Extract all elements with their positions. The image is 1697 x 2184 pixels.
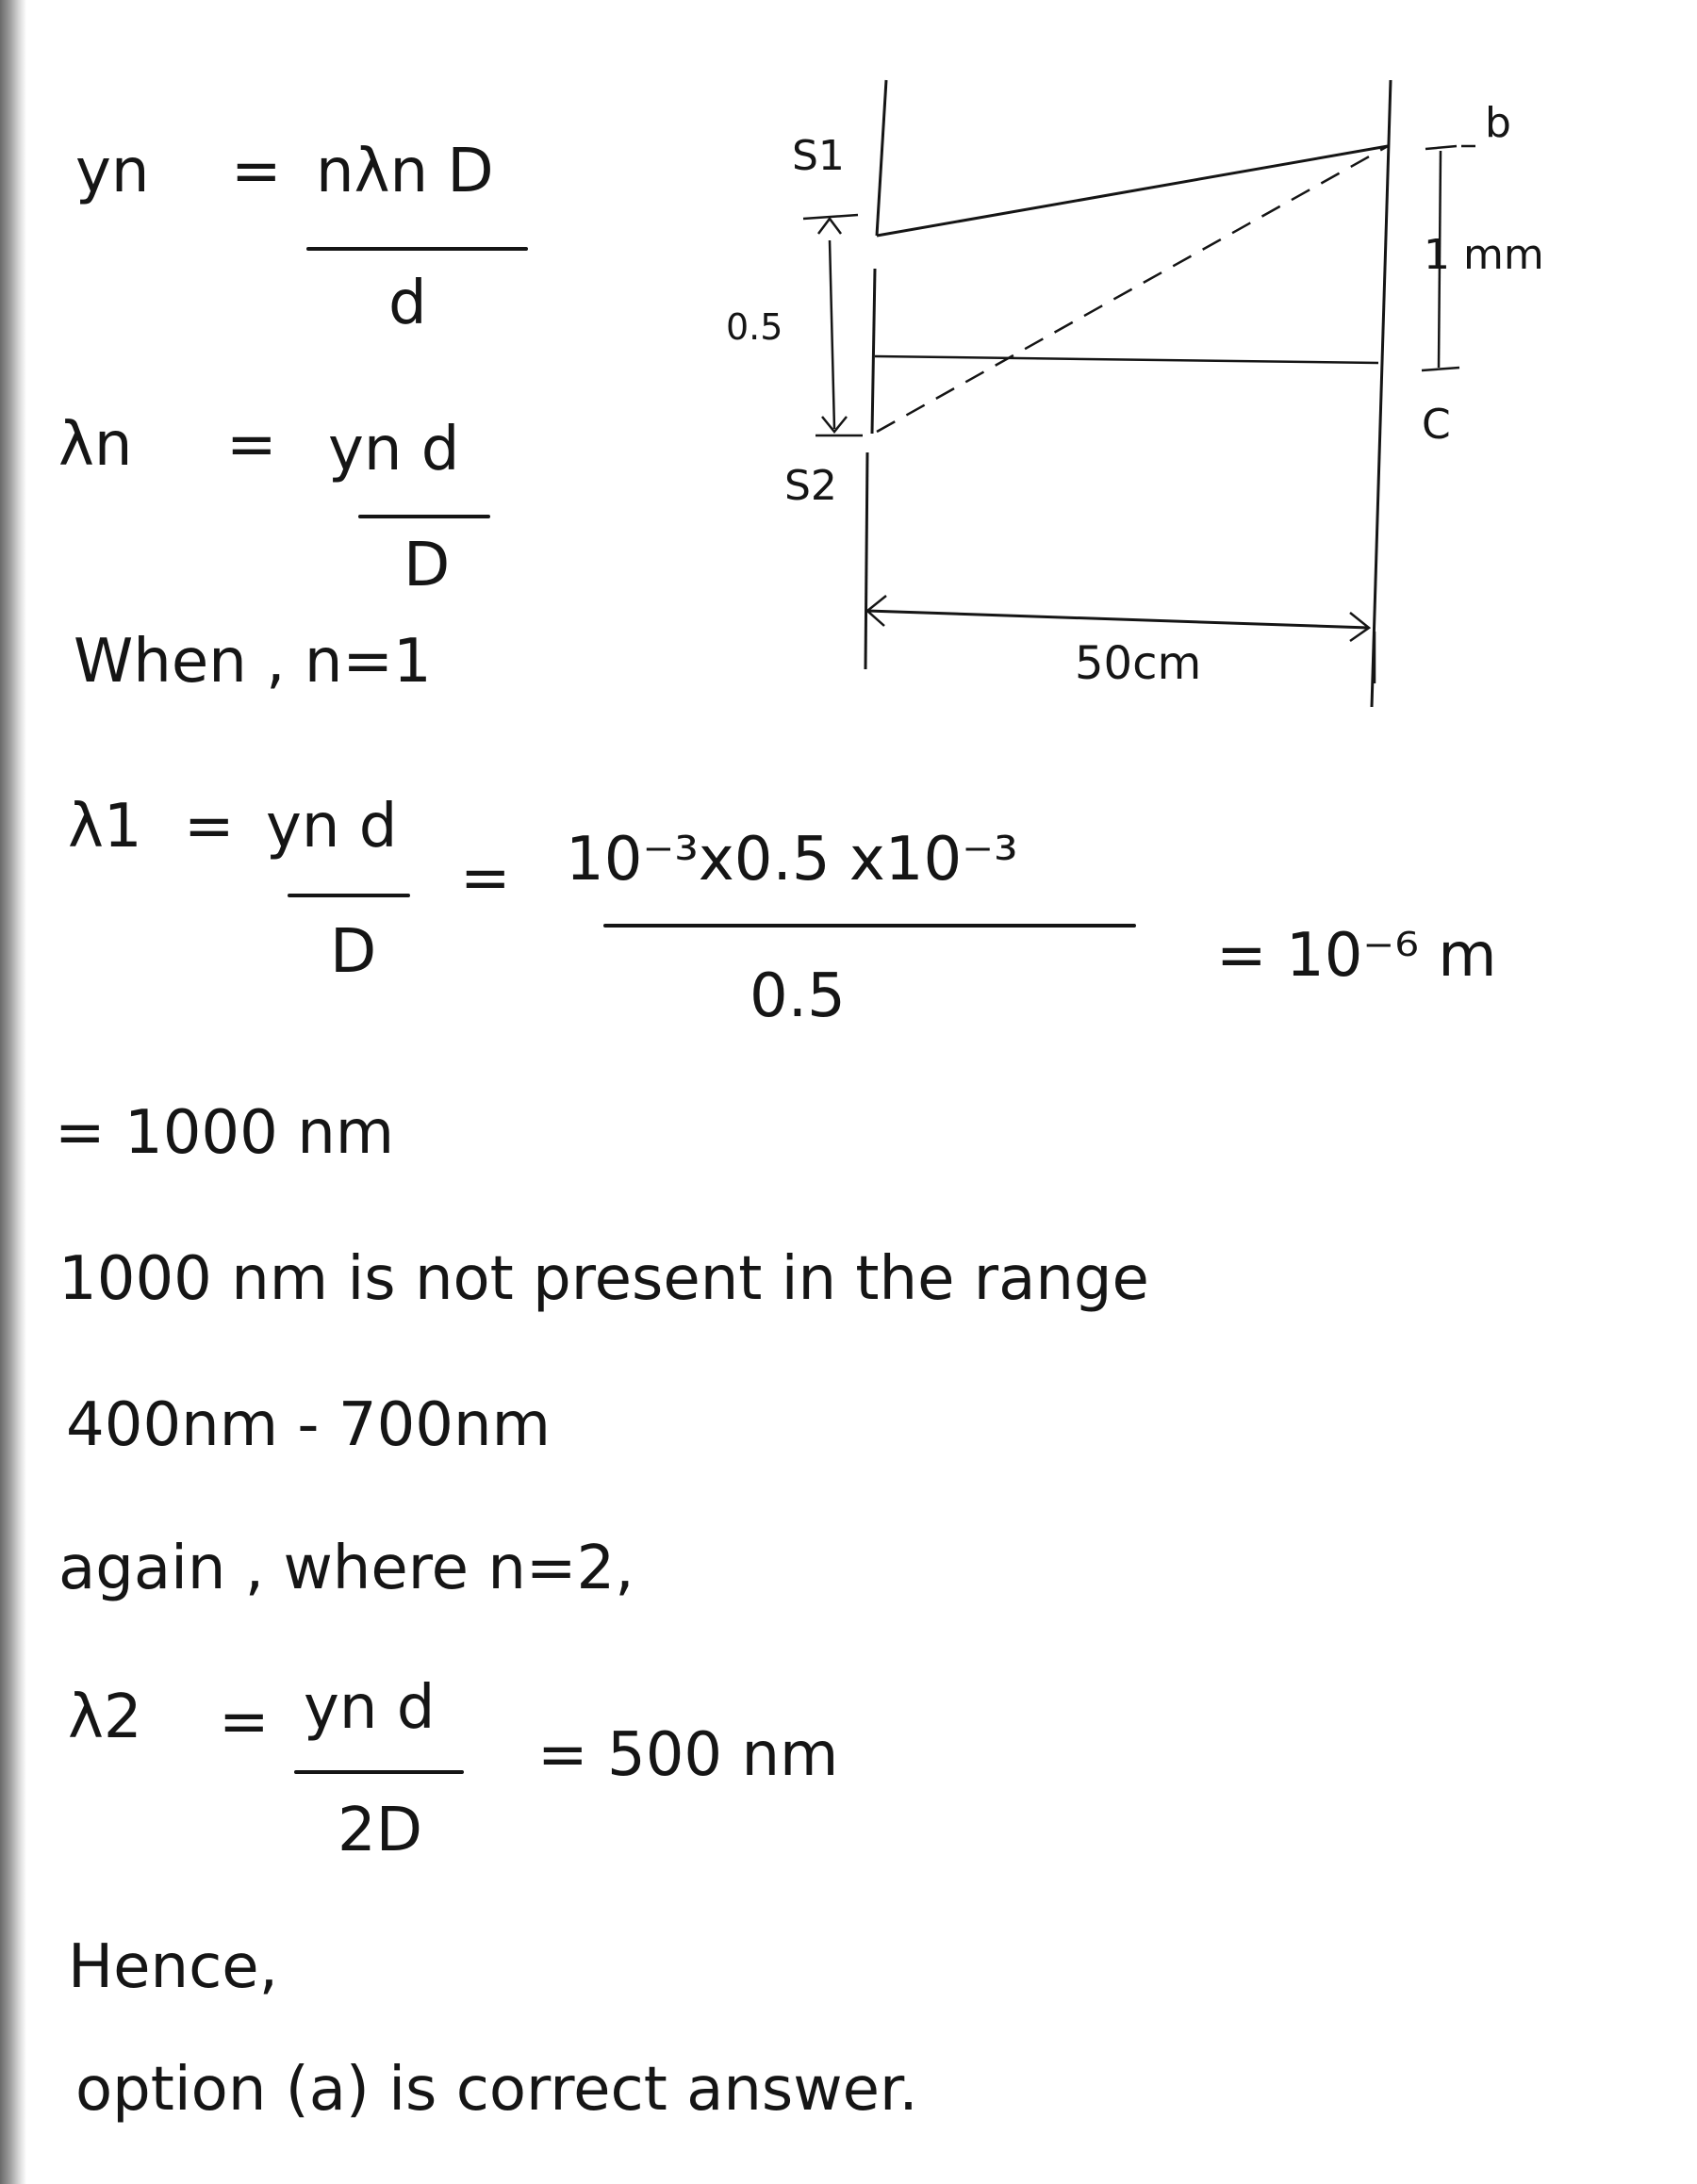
equals-line: = 1000 nm	[55, 1098, 395, 1168]
ray-s1-b	[877, 146, 1388, 236]
calc1-result: = 10⁻⁶ m	[1216, 921, 1497, 991]
slit-gap-arrowhead-top	[818, 219, 841, 234]
formula1-denominator: d	[388, 269, 427, 338]
barrier-middle	[872, 269, 875, 434]
label-s1: S1	[792, 132, 845, 180]
formula2-lhs: λn	[58, 410, 133, 480]
calc2-fraction-bar	[294, 1770, 464, 1774]
formula1-numerator: nλn D	[316, 137, 494, 206]
calc1-denominator: D	[330, 917, 377, 987]
formula2-denominator: D	[404, 531, 451, 600]
label-s2: S2	[784, 462, 837, 510]
fringe-gap-tick-top	[1425, 146, 1457, 149]
calc1-numerator: yn d	[266, 792, 398, 862]
formula1-lhs: yn	[75, 137, 150, 206]
fringe-gap-tick-bottom	[1422, 368, 1459, 370]
barrier-bottom	[865, 452, 867, 669]
hence-line: Hence,	[68, 1932, 278, 2002]
calc2-numerator: yn d	[304, 1673, 436, 1743]
scan-edge	[0, 0, 26, 2184]
label-slit-gap: 0.5	[726, 306, 783, 348]
calc2-eq: =	[219, 1687, 270, 1757]
distance-arrow	[867, 611, 1369, 628]
central-axis	[875, 356, 1378, 363]
calc2-result: = 500 nm	[537, 1720, 839, 1790]
ray-s2-b	[877, 146, 1388, 432]
formula2-eq: =	[226, 410, 277, 480]
label-point-c: C	[1422, 401, 1451, 449]
label-point-b: b	[1485, 99, 1511, 147]
double-slit-diagram	[698, 57, 1640, 735]
barrier-top	[877, 80, 886, 236]
calc2-lhs: λ2	[68, 1683, 142, 1752]
statement-line: 1000 nm is not present in the range	[58, 1244, 1149, 1314]
calc1-eq: =	[184, 792, 235, 862]
calc1-lhs: λ1	[68, 792, 142, 862]
calc1-fraction-bar2	[603, 924, 1136, 928]
formula1-fraction-bar	[306, 247, 528, 251]
formula2-fraction-bar	[358, 515, 490, 518]
slit-gap-arrow	[830, 240, 834, 429]
range-line: 400nm - 700nm	[66, 1390, 551, 1460]
calc1-fraction-bar	[288, 894, 410, 897]
formula1-eq: =	[231, 137, 282, 206]
calc1-numerator2: 10⁻³x0.5 x10⁻³	[566, 825, 1018, 895]
screen-line	[1372, 80, 1391, 707]
calc1-eq2: =	[460, 844, 511, 913]
label-fringe-gap: 1 mm	[1424, 231, 1544, 279]
again-line: again , where n=2,	[58, 1534, 634, 1603]
when-line: When , n=1	[74, 627, 432, 697]
calc1-denominator2: 0.5	[750, 961, 846, 1031]
calc2-denominator: 2D	[338, 1796, 422, 1865]
formula2-numerator: yn d	[328, 415, 460, 484]
conclusion-line: option (a) is correct answer.	[75, 2055, 918, 2125]
label-distance: 50cm	[1075, 637, 1202, 690]
